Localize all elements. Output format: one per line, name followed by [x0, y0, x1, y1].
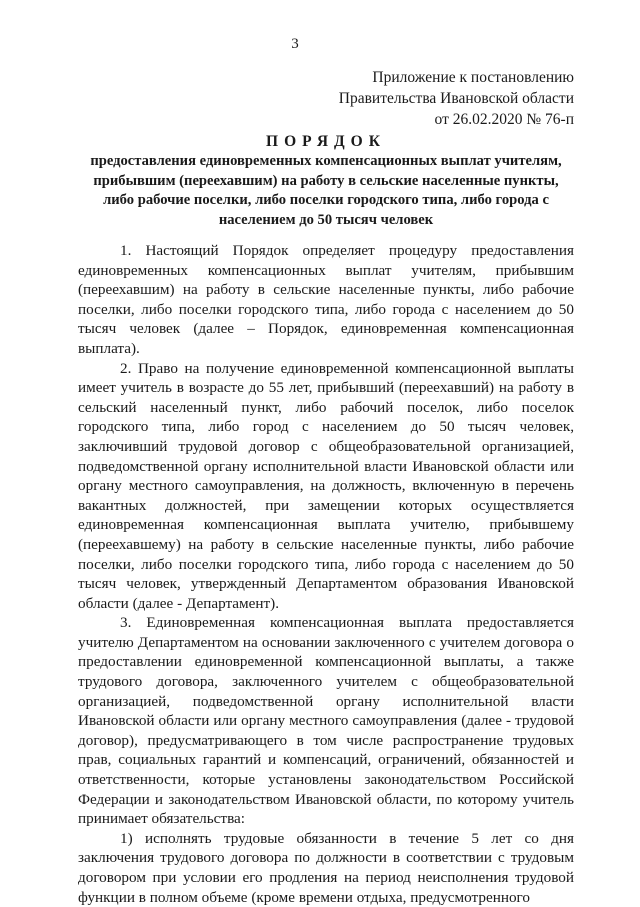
page-number: 3: [291, 36, 299, 52]
paragraph-2: 2. Право на получение единовременной компенсационной выплаты имеет учитель в возрасте до 55 лет, прибывший (переехавший) на работу в сельский населенный пункт, либо рабочий поселок, либо поселок городского типа, либо город с населением до 50 тысяч человек, заключивший трудовой договор с общеобразовательной организацией, подведомственной органу исполнительной власти Ивановской области или органу местного самоуправления, на должность, включенную в перечень вакантных должностей, при замещении которых осуществляется единовременная компенсационная выплата учителю, прибывшему (переехавшему) на работу в сельские населенные пункты, либо рабочие поселки, либо поселки городского типа, либо города с населением до 50 тысяч человек, утвержденный Департаментом образования Ивановской области (далее - Департамент).: [78, 359, 574, 612]
approval-line-1: Приложение к постановлению: [372, 69, 574, 86]
document-body: [78, 241, 574, 907]
paragraph-1: 1. Настоящий Порядок определяет процедуру предоставления единовременных компенсационных выплат учителям, прибывшим (переехавшим) на работу в сельские населенные пункты, либо рабочие поселки, либо поселки городского типа, либо города с населением до 50 тысяч человек (далее – Порядок, единовременная компенсационная выплата).: [78, 242, 574, 357]
document-title: ПОРЯДОК: [266, 133, 386, 150]
paragraph-3: 3. Единовременная компенсационная выплата предоставляется учителю Департаментом на основании заключенного с учителем договора о предоставлении единовременной компенсационной выплаты, а также трудового договора, заключенного учителем с общеобразовательной организацией, подведомственной органу исполнительной власти Ивановской области или органу местного самоуправления (далее - трудовой договор), предусматривающего в том числе распространение трудовых прав, социальных гарантий и компенсаций, ограничений, обязанностей и ответственности, которые установлены законодательством Российской Федерации и законодательством Ивановской области, по которому учитель принимает обязательства:: [78, 614, 574, 828]
approval-header: [339, 67, 574, 130]
approval-line-2: Правительства Ивановской области: [338, 90, 574, 107]
document-subtitle: предоставления единовременных компенсационных выплат учителям, прибывшим (переехавшим) на работу в сельские населенные пункты, либо рабочие поселки, либо поселки городского типа, либо города с населением до 50 тысяч человек: [90, 153, 562, 228]
paragraph-3-item-1: 1) исполнять трудовые обязанности в течение 5 лет со дня заключения трудового договора по должности в соответствии с трудовым договором при условии его продления на период неисполнения трудовой функции в полном объеме (кроме времени отдыха, предусмотренного: [78, 829, 574, 906]
approval-line-3: от 26.02.2020 № 76-п: [434, 111, 574, 128]
